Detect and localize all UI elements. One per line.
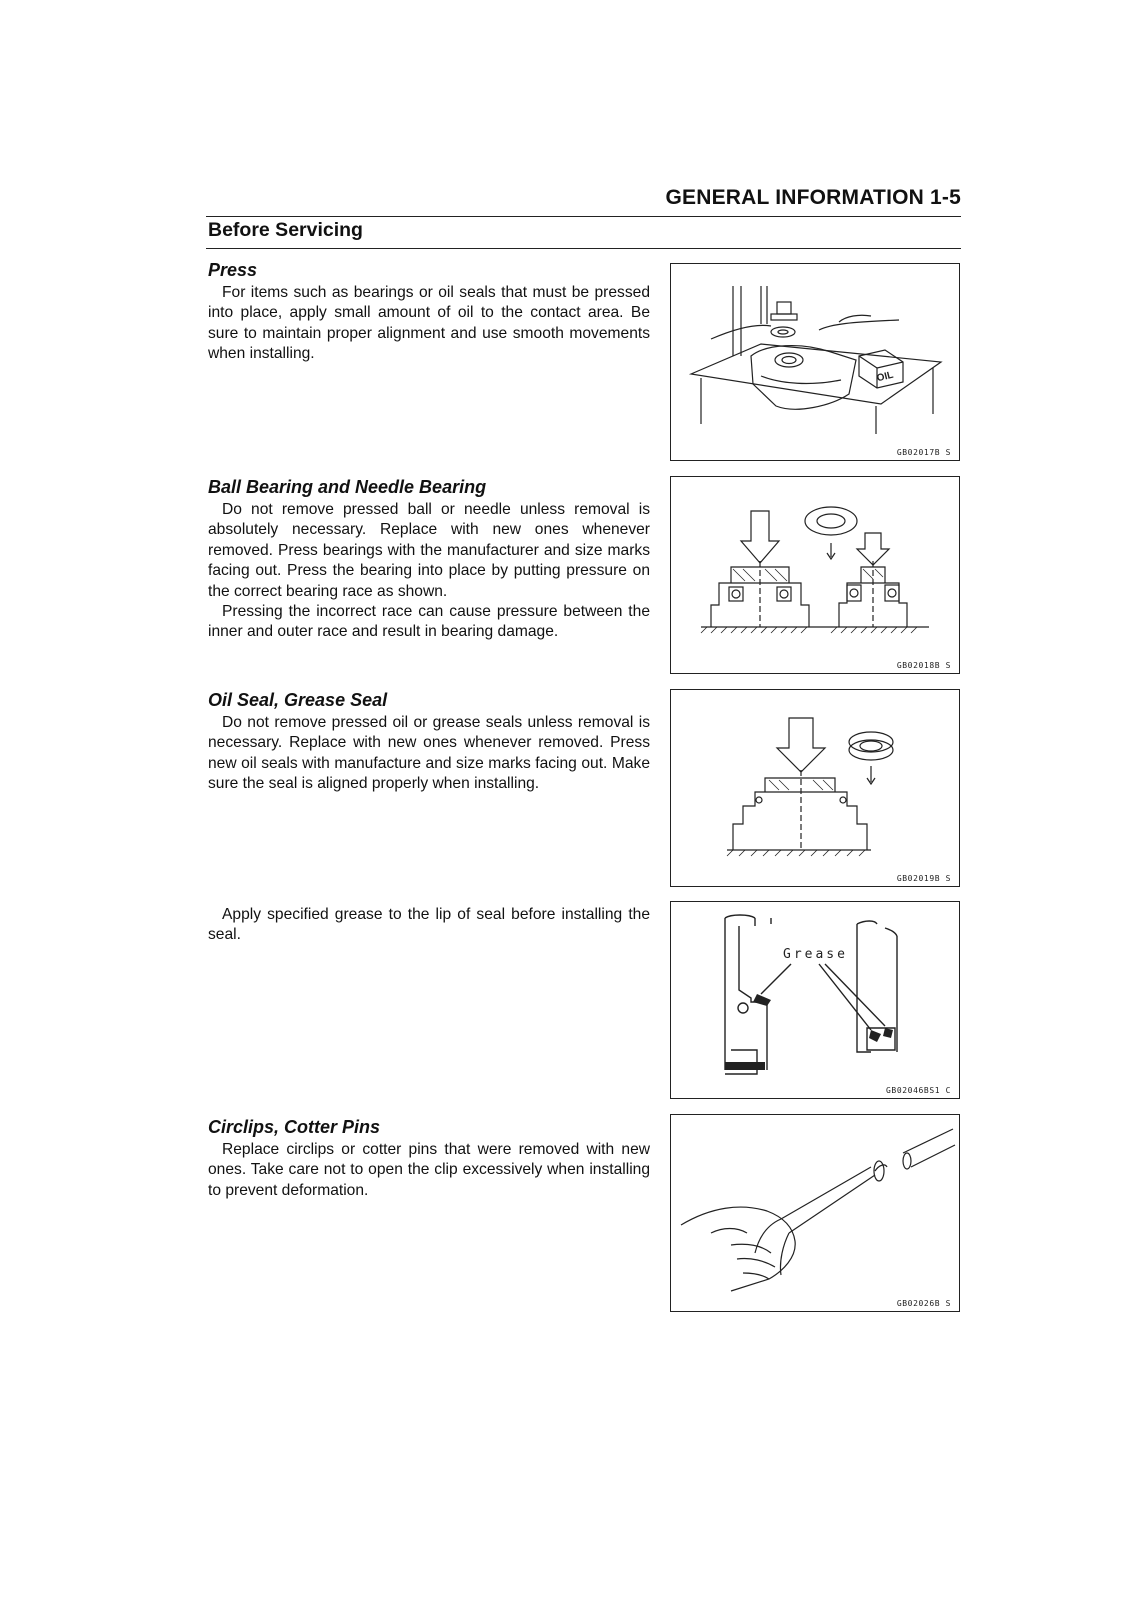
section-heading: Press [208, 260, 258, 280]
paragraph: Do not remove pressed ball or needle unless removal is absolutely necessary. Replace with new ones whenever removed. Press bearings with the manufacturer and size marks facing out. Press the bearing into place by putting pressure on the correct bearing race as shown. [208, 501, 650, 600]
grease-label: Grease [783, 947, 848, 962]
figure-code: GB02018B S [896, 661, 951, 670]
figure-circlips [670, 1114, 960, 1312]
section-heading: Oil Seal, Grease Seal [208, 690, 388, 710]
figure-grease [670, 901, 960, 1099]
section-ball-bearing [208, 477, 650, 643]
chapter-title: GENERAL INFORMATION 1-5 [665, 186, 961, 209]
section-rule [206, 248, 961, 249]
circlip-pliers-illustration [671, 1115, 958, 1310]
figure-press [670, 263, 960, 461]
paragraph: Do not remove pressed oil or grease seals unless removal is necessary. Replace with new ones whenever removed. Press new oil seals with manufacture and size marks facing out. Make sure the seal is aligned properly when installing. [208, 714, 650, 793]
paragraph: For items such as bearings or oil seals that must be pressed into place, apply small amount of oil to the contact area. Be sure to maintain proper alignment and use smooth movements when installing. [208, 284, 650, 363]
header-rule [206, 216, 961, 217]
bearing-illustration [671, 477, 958, 672]
section-title: Before Servicing [208, 219, 363, 241]
section-press [208, 260, 650, 365]
figure-code: GB02017B S [896, 448, 951, 457]
paragraph: Apply specified grease to the lip of seal before installing the seal. [208, 906, 650, 944]
section-heading: Circlips, Cotter Pins [208, 1117, 381, 1137]
section-grease [208, 905, 650, 946]
section-heading: Ball Bearing and Needle Bearing [208, 477, 487, 497]
paragraph: Replace circlips or cotter pins that were removed with new ones. Take care not to open the clip excessively when installing to prevent deformation. [208, 1141, 650, 1199]
press-illustration [671, 264, 958, 459]
section-circlips [208, 1117, 650, 1201]
figure-code: GB02019B S [896, 874, 951, 883]
figure-code: GB02026B S [896, 1299, 951, 1308]
page-header [206, 186, 961, 216]
figure-code: GB02046BS1 C [886, 1086, 951, 1095]
figure-oil-seal [670, 689, 960, 887]
section-oil-seal [208, 690, 650, 795]
grease-illustration [671, 902, 958, 1097]
figure-ball-bearing [670, 476, 960, 674]
seal-illustration [671, 690, 958, 885]
paragraph: Pressing the incorrect race can cause pressure between the inner and outer race and result in bearing damage. [208, 603, 650, 641]
oil-label: OIL [875, 369, 895, 385]
